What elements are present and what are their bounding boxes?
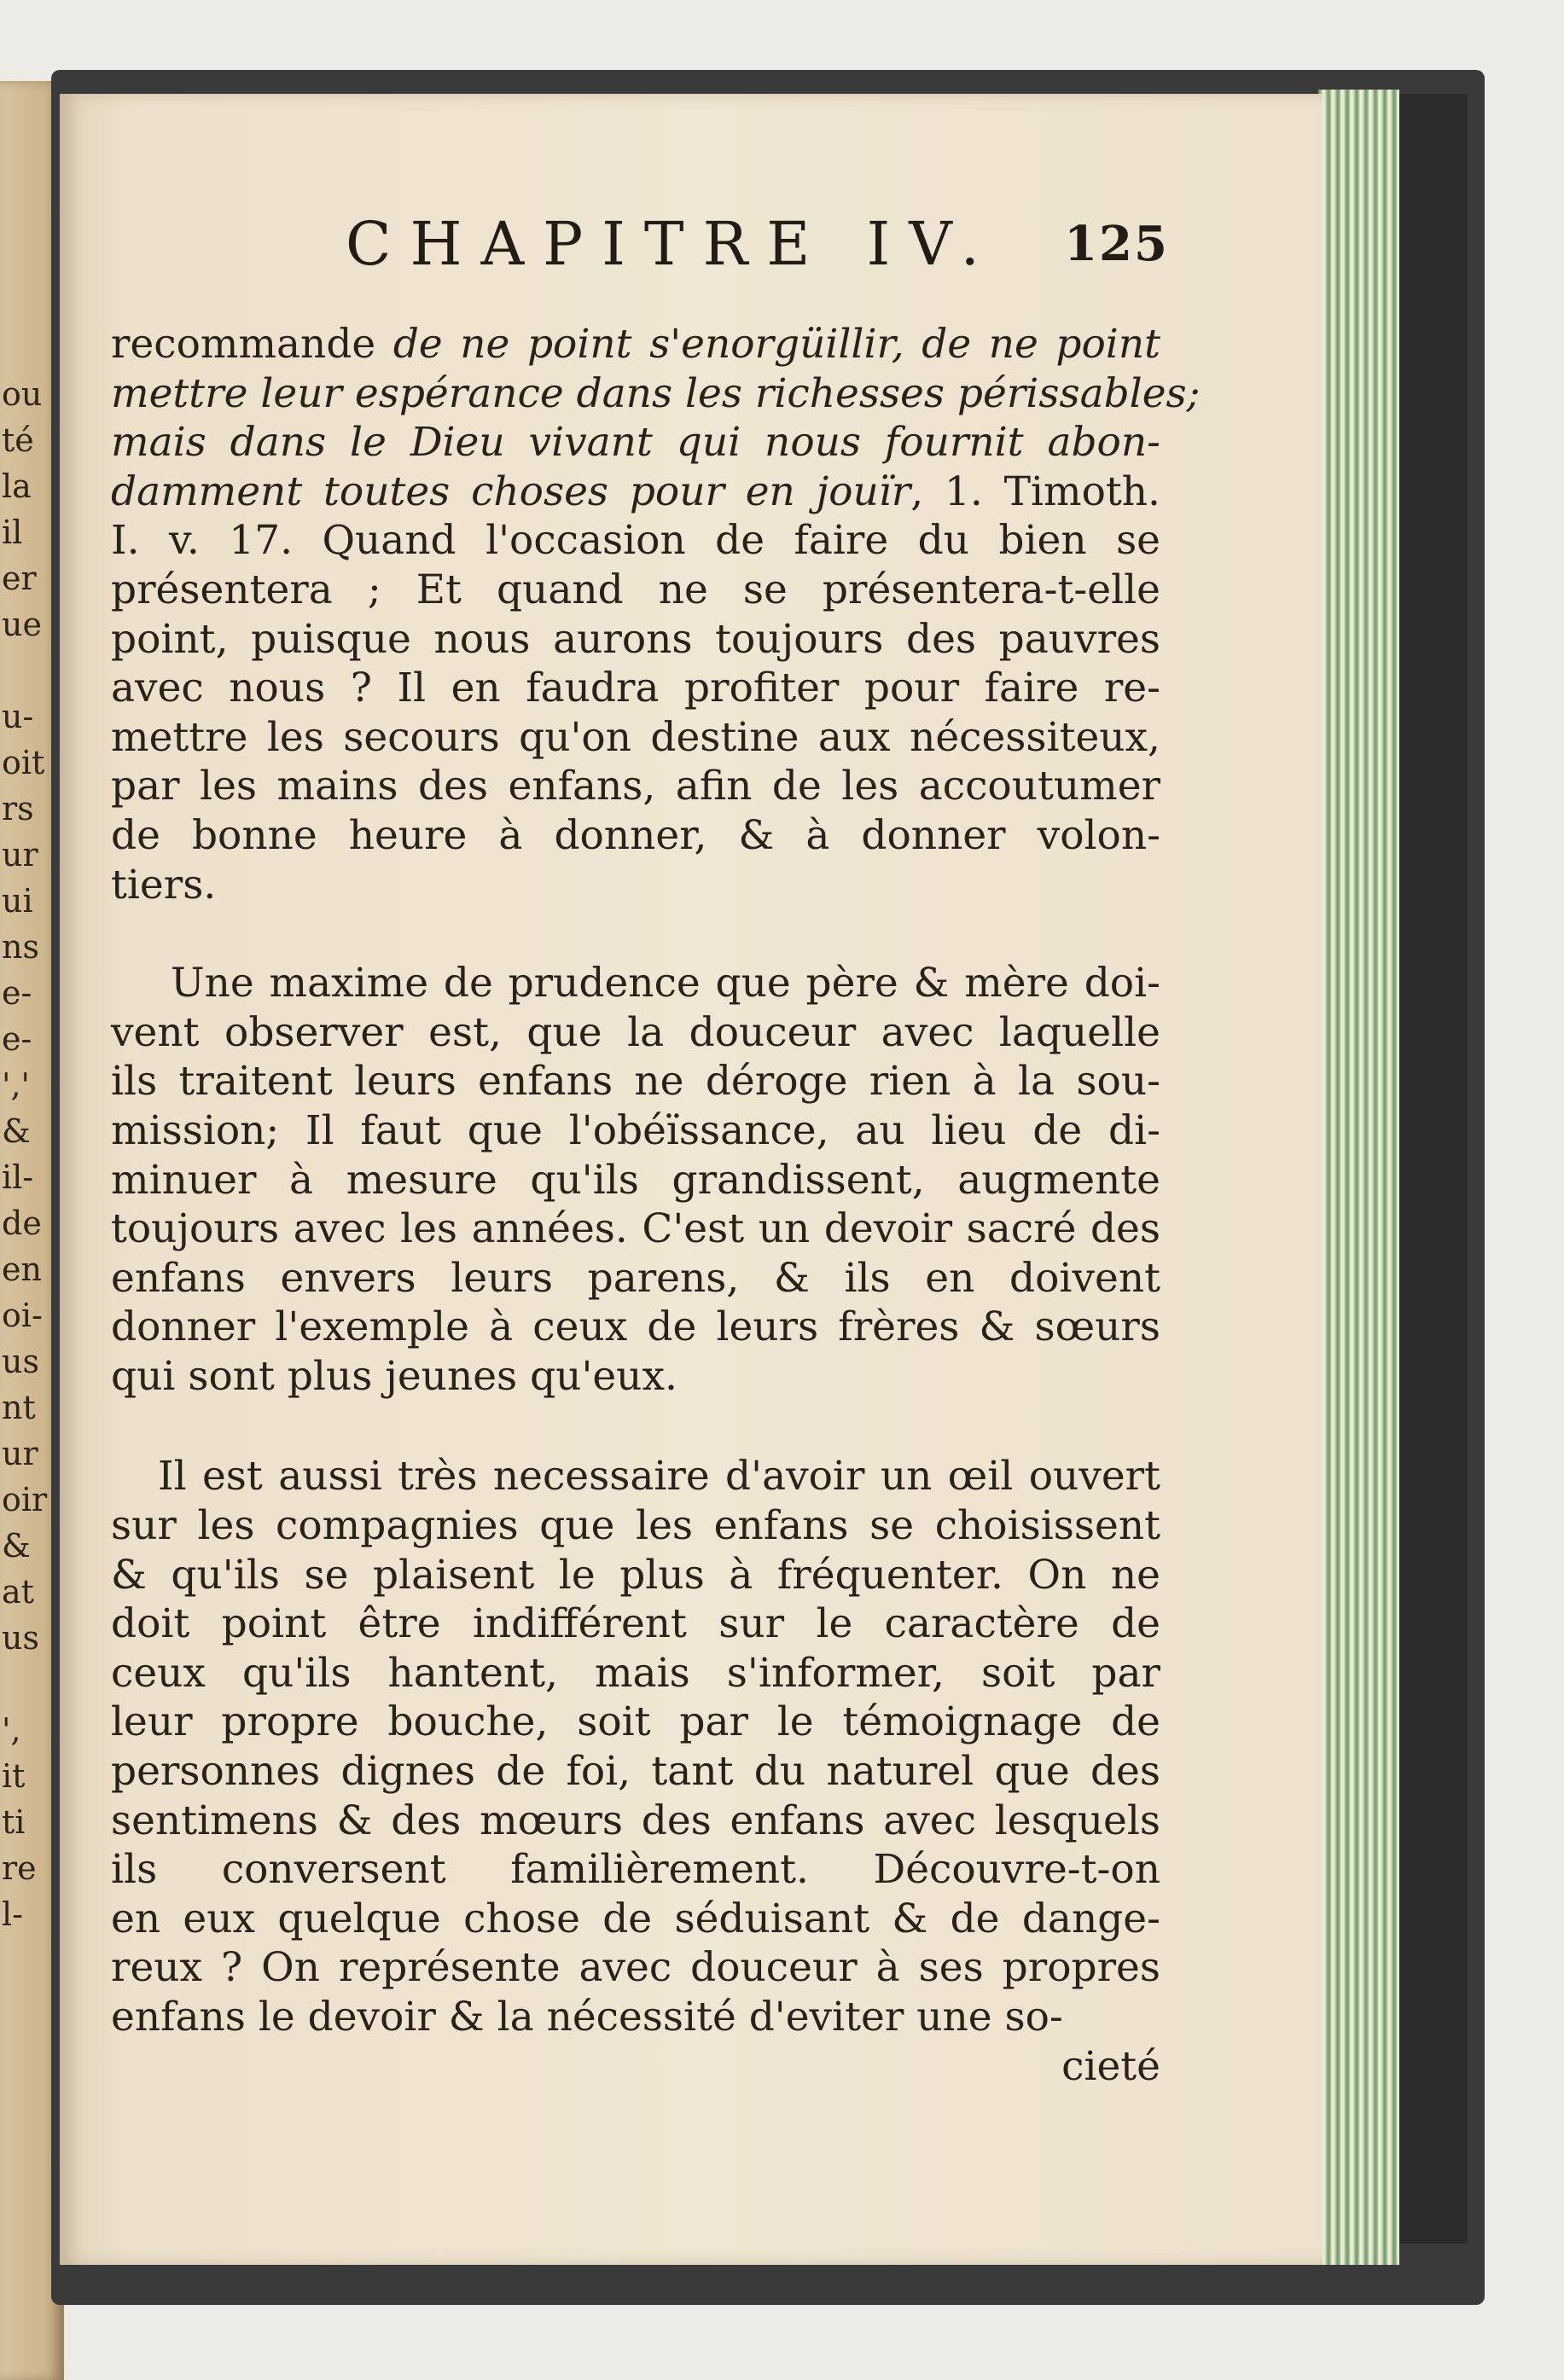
- text-line: [111, 1698, 1160, 1747]
- roman-text: recommande: [111, 321, 393, 368]
- previous-page-fragment: la: [2, 467, 32, 505]
- catchword: cieté: [1061, 2042, 1160, 2090]
- roman-text: donner l'exemple à ceux de leurs frères & sœurs: [111, 1303, 1160, 1351]
- text-line: [111, 467, 1160, 517]
- roman-text: de bonne heure à donner, & à donner volon-: [111, 811, 1160, 859]
- previous-page-fragment: ue: [2, 606, 42, 643]
- previous-page-fragment: oir: [2, 1481, 48, 1518]
- previous-page-fragment: ',: [2, 1711, 21, 1749]
- roman-text: présentera ; Et quand ne se présentera-t-elle: [111, 566, 1160, 613]
- previous-page-fragment: il: [2, 514, 23, 551]
- text-line: [111, 1551, 1160, 1600]
- roman-text: sentimens & des mœurs des enfans avec lesquels: [111, 1797, 1160, 1844]
- previous-page-fragment: &: [2, 1527, 31, 1564]
- previous-page-fragment: oi-: [2, 1297, 43, 1334]
- text-line: [111, 418, 1160, 467]
- roman-text: en eux quelque chose de séduisant & de dange-: [111, 1895, 1160, 1942]
- roman-text: par les mains des enfans, afin de les accoutumer: [111, 763, 1160, 810]
- previous-page-fragment: e-: [2, 1020, 32, 1058]
- previous-page-margin-text: [2, 371, 53, 1937]
- previous-page-fragment: at: [2, 1573, 34, 1611]
- paragraph: [111, 320, 1201, 909]
- book-cover-edge: [1399, 94, 1468, 2244]
- roman-text: & qu'ils se plaisent le plus à fréquenter. On ne: [111, 1551, 1160, 1599]
- previous-page-fragment: ur: [2, 1435, 38, 1472]
- roman-text: ils conversent familièrement. Découvre-t-on: [111, 1846, 1160, 1894]
- roman-text: toujours avec les années. C'est un devoir sacré des: [111, 1205, 1160, 1253]
- previous-page-fragment: us: [2, 1619, 39, 1657]
- text-line: [111, 713, 1160, 763]
- text-line: [111, 1303, 1160, 1352]
- previous-page-fragment: té: [2, 421, 34, 459]
- roman-text: tiers.: [111, 861, 217, 908]
- page-number: 125: [1064, 216, 1169, 272]
- previous-page-fragment: oit: [2, 744, 45, 781]
- roman-text: doit point être indifférent sur le caractère de: [111, 1600, 1160, 1648]
- previous-page-fragment: [2, 647, 53, 694]
- roman-text: qui sont plus jeunes qu'eux.: [111, 1352, 677, 1400]
- text-line: [111, 1649, 1160, 1698]
- roman-text: vent observer est, que la douceur avec laquelle: [111, 1008, 1160, 1056]
- roman-text: , 1. Timoth.: [910, 467, 1160, 515]
- running-title: CHAPITRE IV.: [346, 209, 998, 279]
- roman-text: enfans le devoir & la nécessité d'eviter une so-: [111, 1994, 1063, 2040]
- roman-text: point, puisque nous aurons toujours des pauvres: [111, 615, 1160, 663]
- previous-page-fragment: ui: [2, 882, 33, 920]
- italic-text: damment toutes choses pour en jouïr: [111, 467, 911, 515]
- previous-page-fragment: ti: [2, 1803, 26, 1841]
- text-line: [111, 1254, 1160, 1303]
- text-line: [111, 1352, 1160, 1402]
- text-line: [111, 1501, 1160, 1551]
- previous-page-fragment: re: [2, 1849, 37, 1887]
- text-line: [111, 566, 1160, 615]
- text-line: [111, 1106, 1160, 1156]
- text-line: [111, 762, 1160, 811]
- text-line: [111, 1156, 1160, 1205]
- text-line: [111, 1599, 1160, 1649]
- paragraph-gap: [111, 1401, 1160, 1452]
- page-body-text: [111, 320, 1201, 2091]
- text-line: [111, 615, 1160, 665]
- page-header: [213, 209, 1169, 286]
- text-line: [111, 1943, 1160, 1993]
- roman-text: reux ? On représente avec douceur à ses propres: [111, 1944, 1160, 1992]
- previous-page-fragment: en: [2, 1251, 42, 1288]
- previous-page-fragment: nt: [2, 1389, 36, 1426]
- paragraph-gap: [111, 909, 1160, 959]
- text-line: [111, 811, 1160, 861]
- roman-text: ils traitent leurs enfans ne déroge rien à la sou-: [111, 1058, 1160, 1106]
- page-edges-green: [1318, 90, 1399, 2265]
- previous-page-fragment: de: [2, 1205, 42, 1242]
- previous-page-fragment: u-: [2, 698, 34, 735]
- previous-page-fragment: il-: [2, 1158, 34, 1196]
- roman-text: ceux qu'ils hantent, mais s'informer, soit par: [111, 1649, 1160, 1697]
- roman-text: minuer à mesure qu'ils grandissent, augmente: [111, 1156, 1160, 1204]
- paragraph: [111, 1452, 1160, 2041]
- paragraph: [111, 959, 1160, 1401]
- previous-page-fragment: l-: [2, 1895, 23, 1933]
- text-line: [111, 1057, 1160, 1106]
- roman-text: avec nous ? Il en faudra profiter pour faire re-: [111, 665, 1160, 712]
- text-line: [111, 1008, 1160, 1058]
- text-line: [111, 959, 1160, 1008]
- roman-text: Il est aussi très necessaire d'avoir un œil ouvert: [158, 1453, 1160, 1501]
- previous-page-fragment: e-: [2, 974, 32, 1012]
- text-line: [111, 1747, 1160, 1797]
- text-line: [111, 320, 1160, 369]
- text-line: [111, 1845, 1160, 1895]
- previous-page-fragment: it: [2, 1757, 26, 1795]
- italic-text: de ne point s'enorgüillir, de ne point: [392, 321, 1160, 368]
- roman-text: I. v. 17. Quand l'occasion de faire du bien se: [111, 517, 1160, 565]
- previous-page-fragment: er: [2, 560, 37, 597]
- previous-page-fragment: [2, 1661, 53, 1707]
- text-line: [111, 861, 1160, 910]
- previous-page-fragment: us: [2, 1343, 39, 1380]
- roman-text: Une maxime de prudence que père & mère doi-: [171, 960, 1160, 1007]
- text-line: [111, 516, 1160, 566]
- roman-text: leur propre bouche, soit par le témoignage de: [111, 1698, 1160, 1746]
- text-line: [111, 1895, 1160, 1944]
- text-line: [111, 664, 1160, 713]
- previous-page-fragment: ',': [2, 1066, 30, 1104]
- italic-text: mais dans le Dieu vivant qui nous fournit abon-: [111, 419, 1160, 467]
- previous-page-fragment: &: [2, 1112, 31, 1150]
- previous-page-fragment: rs: [2, 790, 34, 827]
- roman-text: mettre les secours qu'on destine aux nécessiteux,: [111, 713, 1160, 761]
- previous-page-fragment: ou: [2, 375, 43, 413]
- text-line: [111, 1452, 1160, 1501]
- previous-page-fragment: ns: [2, 928, 39, 966]
- italic-text: mettre leur espérance dans les richesses périssables;: [111, 369, 1201, 417]
- roman-text: enfans envers leurs parens, & ils en doivent: [111, 1254, 1160, 1302]
- text-line: [111, 1797, 1160, 1846]
- text-line: [111, 1993, 1160, 2042]
- text-line: [111, 369, 1201, 419]
- text-line: [111, 1205, 1160, 1254]
- roman-text: personnes dignes de foi, tant du naturel que des: [111, 1748, 1160, 1796]
- roman-text: sur les compagnies que les enfans se choisissent: [111, 1502, 1160, 1550]
- roman-text: mission; Il faut que l'obéïssance, au lieu de di-: [111, 1106, 1160, 1154]
- previous-page-fragment: ur: [2, 836, 38, 874]
